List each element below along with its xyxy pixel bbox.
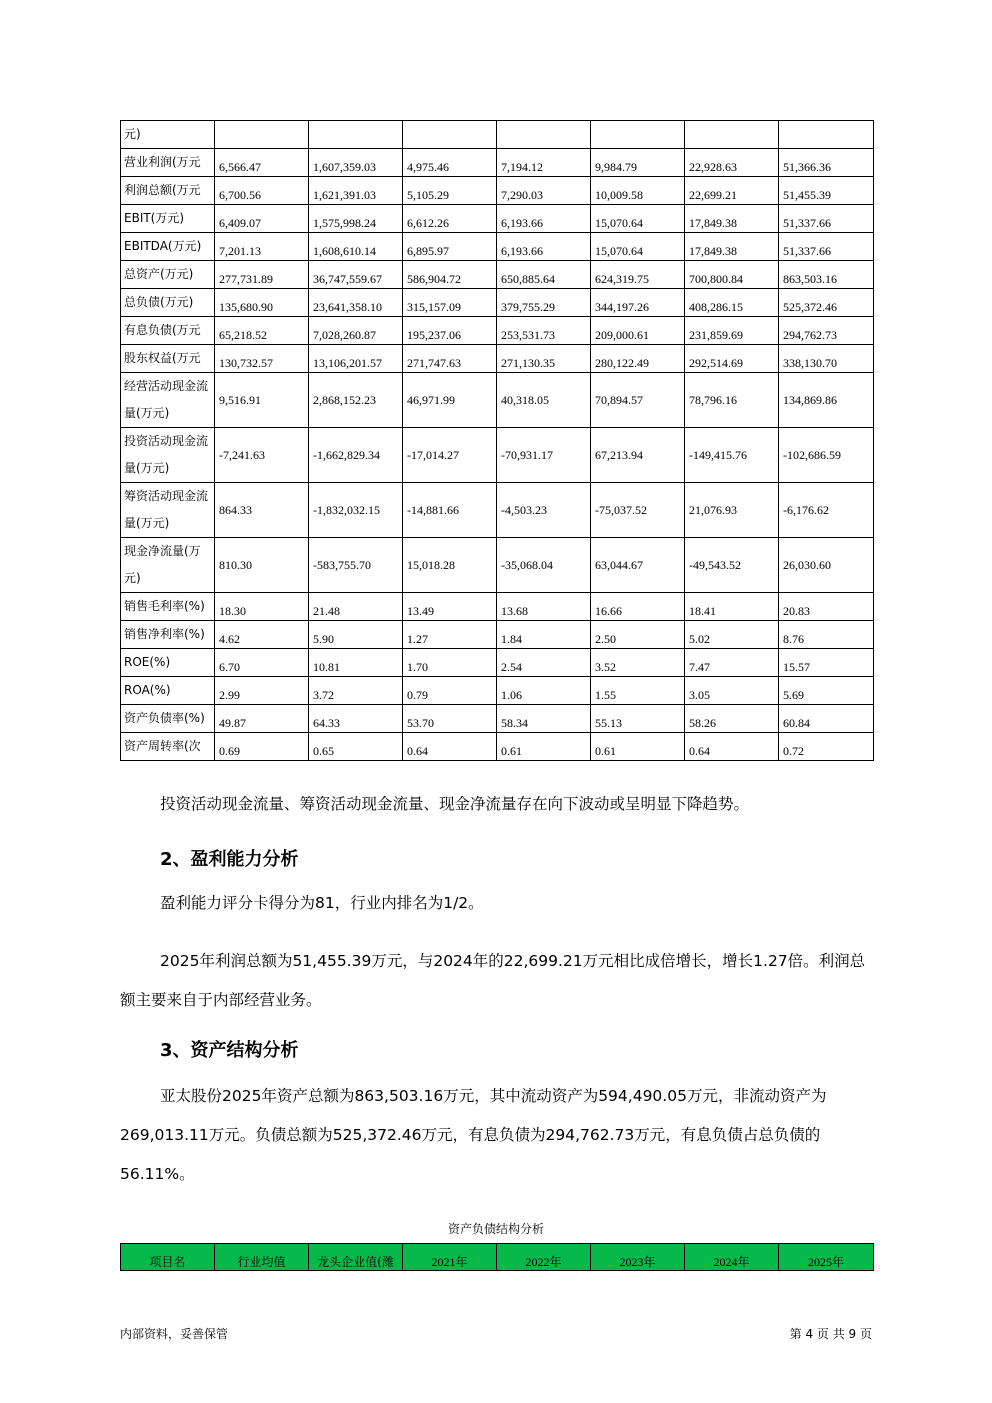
table-cell: 78,796.16: [685, 373, 779, 428]
table-cell: -17,014.27: [403, 428, 497, 483]
row-label: 资产周转率(次: [121, 733, 215, 761]
table-cell: -14,881.66: [403, 483, 497, 538]
column-header: 2022年: [497, 1244, 591, 1271]
table-row: [121, 733, 874, 761]
row-label: 销售净利率(%): [121, 621, 215, 649]
row-label: 有息负债(万元: [121, 317, 215, 345]
table-cell: 7,201.13: [215, 233, 309, 261]
table-row: [121, 289, 874, 317]
row-label: ROA(%): [121, 677, 215, 705]
table-cell: 292,514.69: [685, 345, 779, 373]
footer-confidential: 内部资料，妥善保管: [120, 1327, 229, 1341]
table-cell: 0.61: [591, 733, 685, 761]
table-row: [121, 233, 874, 261]
table-cell: 1.27: [403, 621, 497, 649]
row-label: 营业利润(万元: [121, 149, 215, 177]
row-label: 股东权益(万元: [121, 345, 215, 373]
table-cell: -49,543.52: [685, 538, 779, 593]
table-cell: 18.41: [685, 593, 779, 621]
table-row: [121, 317, 874, 345]
table-cell: 8.76: [779, 621, 874, 649]
table-cell: 253,531.73: [497, 317, 591, 345]
footer-page-number: 第 4 页 共 9 页: [789, 1327, 872, 1341]
table-cell: 700,800.84: [685, 261, 779, 289]
table-cell: -583,755.70: [309, 538, 403, 593]
table-cell: 6.70: [215, 649, 309, 677]
table-row: [121, 149, 874, 177]
column-header: 2025年: [779, 1244, 874, 1271]
row-label: 总资产(万元): [121, 261, 215, 289]
table-cell: 51,366.36: [779, 149, 874, 177]
table-cell: 46,971.99: [403, 373, 497, 428]
table-cell: 10,009.58: [591, 177, 685, 205]
table-cell: 525,372.46: [779, 289, 874, 317]
table-cell: -35,068.04: [497, 538, 591, 593]
table-cell: 0.69: [215, 733, 309, 761]
table-cell: 863,503.16: [779, 261, 874, 289]
table-cell: [403, 121, 497, 149]
table-cell: [215, 121, 309, 149]
table-row: [121, 677, 874, 705]
table-cell: 7,290.03: [497, 177, 591, 205]
table-cell: 7,028,260.87: [309, 317, 403, 345]
table-row: [121, 705, 874, 733]
table-cell: 60.84: [779, 705, 874, 733]
table-cell: 338,130.70: [779, 345, 874, 373]
table-cell: 67,213.94: [591, 428, 685, 483]
table-row: [121, 373, 874, 428]
table-cell: 18.30: [215, 593, 309, 621]
table-cell: 55.13: [591, 705, 685, 733]
table-cell: 58.34: [497, 705, 591, 733]
table-cell: 3.72: [309, 677, 403, 705]
table-cell: 408,286.15: [685, 289, 779, 317]
table-cell: 3.05: [685, 677, 779, 705]
table-cell: 0.65: [309, 733, 403, 761]
table-cell: -70,931.17: [497, 428, 591, 483]
table-cell: 130,732.57: [215, 345, 309, 373]
table-cell: 15,070.64: [591, 233, 685, 261]
table-cell: 271,130.35: [497, 345, 591, 373]
table-row: [121, 538, 874, 593]
table-cell: [591, 121, 685, 149]
table-cell: [309, 121, 403, 149]
table-cell: 17,849.38: [685, 205, 779, 233]
table-row: [121, 621, 874, 649]
table-cell: [497, 121, 591, 149]
table-cell: 40,318.05: [497, 373, 591, 428]
table-cell: 209,000.61: [591, 317, 685, 345]
table-cell: 36,747,559.67: [309, 261, 403, 289]
column-header: 2024年: [685, 1244, 779, 1271]
table-cell: 6,700.56: [215, 177, 309, 205]
row-label: 现金净流量(万元): [121, 538, 215, 593]
table-cell: 17,849.38: [685, 233, 779, 261]
table-cell: 1.55: [591, 677, 685, 705]
table-cell: -149,415.76: [685, 428, 779, 483]
table-cell: 1,575,998.24: [309, 205, 403, 233]
table-row: [121, 177, 874, 205]
table-cell: 624,319.75: [591, 261, 685, 289]
table-cell: 15.57: [779, 649, 874, 677]
table-cell: 5.69: [779, 677, 874, 705]
table-cell: 1,607,359.03: [309, 149, 403, 177]
table-row: [121, 261, 874, 289]
table-cell: 4,975.46: [403, 149, 497, 177]
table-cell: 810.30: [215, 538, 309, 593]
column-header: 2023年: [591, 1244, 685, 1271]
table-row: [121, 345, 874, 373]
table-cell: 53.70: [403, 705, 497, 733]
table-row: [121, 483, 874, 538]
table-cell: 231,859.69: [685, 317, 779, 345]
table-cell: 2.50: [591, 621, 685, 649]
table-cell: 22,699.21: [685, 177, 779, 205]
row-label: EBIT(万元): [121, 205, 215, 233]
table-cell: 20.83: [779, 593, 874, 621]
table-cell: 2,868,152.23: [309, 373, 403, 428]
table-cell: -75,037.52: [591, 483, 685, 538]
table-cell: 2.54: [497, 649, 591, 677]
table-cell: 6,193.66: [497, 205, 591, 233]
table-cell: 379,755.29: [497, 289, 591, 317]
table-cell: 271,747.63: [403, 345, 497, 373]
table-cell: 22,928.63: [685, 149, 779, 177]
table-cell: -6,176.62: [779, 483, 874, 538]
table-cell: 23,641,358.10: [309, 289, 403, 317]
table-cell: 9,984.79: [591, 149, 685, 177]
table-row: [121, 121, 874, 149]
table-cell: 650,885.64: [497, 261, 591, 289]
table-cell: 1,621,391.03: [309, 177, 403, 205]
asset-structure-table: [120, 1243, 874, 1271]
table-cell: 4.62: [215, 621, 309, 649]
table-cell: 6,566.47: [215, 149, 309, 177]
table-cell: -1,662,829.34: [309, 428, 403, 483]
table-cell: 70,894.57: [591, 373, 685, 428]
table-cell: 6,612.26: [403, 205, 497, 233]
score-paragraph: 盈利能力评分卡得分为81，行业内排名为1/2。: [160, 894, 484, 912]
table-cell: 3.52: [591, 649, 685, 677]
table-cell: 5.90: [309, 621, 403, 649]
table-cell: 6,193.66: [497, 233, 591, 261]
table-cell: 7.47: [685, 649, 779, 677]
profit-paragraph: 2025年利润总额为51,455.39万元，与2024年的22,699.21万元相比成倍增长，增长1.27倍。利润总额主要来自于内部经营业务。: [120, 952, 866, 1009]
table-row: [121, 428, 874, 483]
table-cell: 51,337.66: [779, 205, 874, 233]
table-cell: 0.79: [403, 677, 497, 705]
table-cell: 51,455.39: [779, 177, 874, 205]
table-cell: 58.26: [685, 705, 779, 733]
table-cell: 9,516.91: [215, 373, 309, 428]
table-cell: [685, 121, 779, 149]
table-cell: -7,241.63: [215, 428, 309, 483]
column-header: 龙头企业值(潍: [309, 1244, 403, 1271]
table-cell: 1.84: [497, 621, 591, 649]
table-cell: 26,030.60: [779, 538, 874, 593]
table-cell: 51,337.66: [779, 233, 874, 261]
column-header: 2021年: [403, 1244, 497, 1271]
table-cell: 1.06: [497, 677, 591, 705]
table-cell: 135,680.90: [215, 289, 309, 317]
table-cell: 13,106,201.57: [309, 345, 403, 373]
table-cell: 344,197.26: [591, 289, 685, 317]
table-cell: -1,832,032.15: [309, 483, 403, 538]
table-cell: 586,904.72: [403, 261, 497, 289]
table-cell: 0.64: [403, 733, 497, 761]
row-label: 经营活动现金流量(万元): [121, 373, 215, 428]
row-label: 资产负债率(%): [121, 705, 215, 733]
table-cell: 864.33: [215, 483, 309, 538]
table-cell: 5.02: [685, 621, 779, 649]
section-heading-profitability: 2、盈利能力分析: [160, 849, 299, 870]
row-label: 元): [121, 121, 215, 149]
financial-data-table: [120, 120, 874, 761]
row-label: EBITDA(万元): [121, 233, 215, 261]
column-header: 项目名: [121, 1244, 215, 1271]
table-row: [121, 205, 874, 233]
table-cell: 49.87: [215, 705, 309, 733]
row-label: 利润总额(万元: [121, 177, 215, 205]
table-cell: 277,731.89: [215, 261, 309, 289]
table-cell: 21.48: [309, 593, 403, 621]
table-cell: -102,686.59: [779, 428, 874, 483]
table-cell: 280,122.49: [591, 345, 685, 373]
table-caption: 资产负债结构分析: [447, 1222, 544, 1236]
table-cell: 64.33: [309, 705, 403, 733]
table-cell: 1.70: [403, 649, 497, 677]
table-cell: 13.68: [497, 593, 591, 621]
column-header: 行业均值: [215, 1244, 309, 1271]
table-cell: 15,070.64: [591, 205, 685, 233]
table-cell: 0.72: [779, 733, 874, 761]
row-label: ROE(%): [121, 649, 215, 677]
table-cell: -4,503.23: [497, 483, 591, 538]
table-cell: 1,608,610.14: [309, 233, 403, 261]
table-cell: 15,018.28: [403, 538, 497, 593]
row-label: 筹资活动现金流量(万元): [121, 483, 215, 538]
table-cell: 315,157.09: [403, 289, 497, 317]
table-cell: 6,895.97: [403, 233, 497, 261]
table-cell: 134,869.86: [779, 373, 874, 428]
table-cell: 7,194.12: [497, 149, 591, 177]
table-cell: 5,105.29: [403, 177, 497, 205]
asset-paragraph: 亚太股份2025年资产总额为863,503.16万元，其中流动资产为594,490.05万元，非流动资产为269,013.11万元。负债总额为525,372.46万元，有息负债为294,762.73万元，有息负债占总负债的56.11%。: [120, 1087, 827, 1183]
table-cell: 16.66: [591, 593, 685, 621]
table-cell: 10.81: [309, 649, 403, 677]
table-cell: 0.64: [685, 733, 779, 761]
table-cell: 21,076.93: [685, 483, 779, 538]
row-label: 投资活动现金流量(万元): [121, 428, 215, 483]
row-label: 总负债(万元): [121, 289, 215, 317]
table-cell: [779, 121, 874, 149]
table-cell: 195,237.06: [403, 317, 497, 345]
table-cell: 65,218.52: [215, 317, 309, 345]
table-cell: 63,044.67: [591, 538, 685, 593]
row-label: 销售毛利率(%): [121, 593, 215, 621]
table-cell: 13.49: [403, 593, 497, 621]
table-row: [121, 593, 874, 621]
trend-paragraph: 投资活动现金流量、筹资活动现金流量、现金净流量存在向下波动或呈明显下降趋势。: [160, 795, 750, 813]
table-row: [121, 649, 874, 677]
table-cell: 294,762.73: [779, 317, 874, 345]
table-cell: 6,409.07: [215, 205, 309, 233]
table-cell: 0.61: [497, 733, 591, 761]
section-heading-asset-structure: 3、资产结构分析: [160, 1040, 299, 1061]
table-cell: 2.99: [215, 677, 309, 705]
